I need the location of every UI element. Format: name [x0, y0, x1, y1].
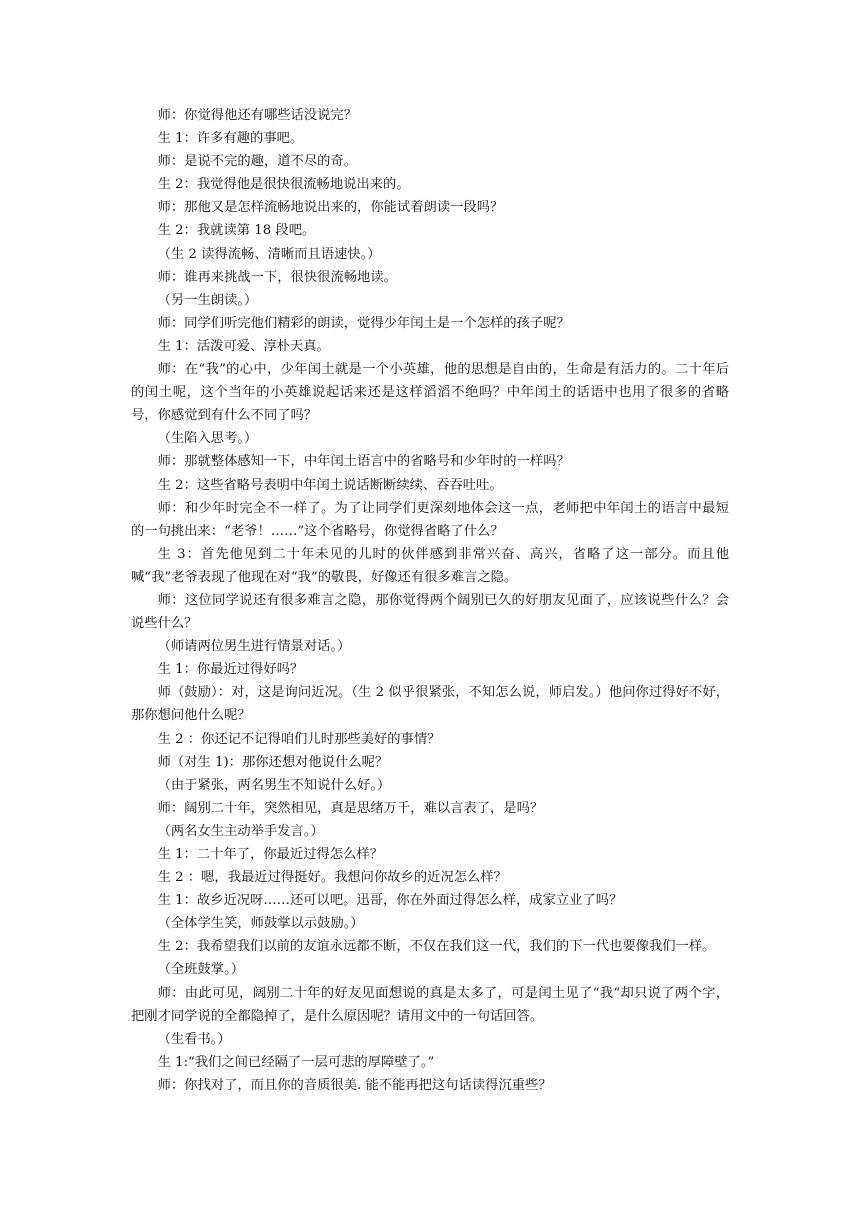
paragraph: 生 2 ：嗯，我最近过得挺好。我想问你故乡的近况怎么样？ — [157, 870, 507, 886]
paragraph: 生 2：我就读第 18 段吧。 — [157, 223, 316, 239]
document-page — [131, 104, 729, 1097]
paragraph: 师（鼓励）：对，这是询问近况。（生 2 似乎很紧张，不知怎么说，师启发。）他问你过得好不好，那你想问他什么呢？ — [131, 685, 729, 724]
paragraph: 师：这位同学说还有很多难言之隐，那你觉得两个阔别已久的好朋友见面了，应该说些什么？会说些什么？ — [131, 592, 729, 632]
paragraph: （全班鼓掌。） — [157, 962, 245, 978]
paragraph: 师：和少年时完全不一样了。为了让同学们更深刻地体会这一点，老师把中年闰土的语言中最短的一句挑出来：“老爷！……”这个省略号，你觉得省略了什么？ — [131, 500, 729, 539]
paragraph: （师请两位男生进行情景对话。） — [157, 639, 351, 655]
paragraph: 师：那他又是怎样流畅地说出来的，你能试着朗读一段吗？ — [157, 200, 504, 216]
paragraph: （由于紧张，两名男生不知说什么好。） — [157, 777, 391, 793]
paragraph: 师：同学们听完他们精彩的朗读，觉得少年闰土是一个怎样的孩子呢？ — [157, 315, 570, 331]
paragraph: 师：在“我”的心中，少年闰土就是一个小英雄，他的思想是自由的，生命是有活力的。二十年后的闰土呢，这个当年的小英雄说起话来还是这样滔滔不绝吗？中年闰土的话语中也用了很多的省略号，你感觉到有什么不同了吗？ — [131, 362, 729, 424]
paragraph: 师：你觉得他还有哪些话没说完？ — [157, 108, 358, 123]
paragraph: 生 2：我觉得他是很快很流畅地说出来的。 — [157, 177, 410, 193]
paragraph: 师：是说不完的趣，道不尽的奇。 — [157, 154, 358, 170]
paragraph: 师：阔别二十年，突然相见，真是思绪万千，难以言表了，是吗？ — [157, 800, 544, 816]
paragraph: 师：由此可见，阔别二十年的好友见面想说的真是太多了，可是闰土见了“我“却只说了两个字，把刚才同学说的全都隐掉了，是什么原因呢？请用文中的一句话回答。 — [131, 985, 729, 1024]
paragraph: 生 2 ：你还记不记得咱们儿时那些美好的事情？ — [157, 731, 441, 747]
paragraph: 生 1：许多有趣的事吧。 — [157, 131, 304, 147]
paragraph: 师：你找对了，而且你的音质很美. 能不能再把这句话读得沉重些？ — [157, 1077, 552, 1093]
paragraph: （生看书。） — [157, 1031, 231, 1047]
paragraph: 生 2：这些省略号表明中年闰土说话断断续续、吞吞吐吐。 — [157, 477, 503, 493]
paragraph: 生 2：我希望我们以前的友谊永远都不断，不仅在我们这一代，我们的下一代也要像我们一样。 — [157, 939, 716, 955]
paragraph: （生 2 读得流畅、清晰而且语速快。） — [157, 246, 381, 262]
paragraph: 生 1：你最近过得好吗？ — [157, 662, 304, 678]
paragraph: （全体学生笑，师鼓掌以示鼓励。） — [157, 916, 364, 932]
paragraph: 师：谁再来挑战一下，很快很流畅地读。 — [157, 269, 397, 285]
paragraph: 师：那就整体感知一下，中年闰土语言中的省略号和少年时的一样吗？ — [157, 454, 570, 470]
paragraph: （生陷入思考。） — [157, 431, 258, 447]
paragraph: 生 1：活泼可爱、淳朴天真。 — [157, 338, 330, 354]
paragraph: 生 1：故乡近况呀……还可以吧。迅哥，你在外面过得怎么样，成家立业了吗？ — [157, 893, 623, 909]
paragraph: 生 1：二十年了，你最近过得怎么样？ — [157, 847, 384, 862]
paragraph: 生 1:“我们之间已经隔了一层可悲的厚障壁了。” — [157, 1054, 435, 1070]
paragraph: （另一生朗读。） — [157, 292, 258, 308]
paragraph: 生 3：首先他见到二十年未见的儿时的伙伴感到非常兴奋、高兴，省略了这一部分。而且他喊“我”老爷表现了他现在对“我”的敬畏，好像还有很多难言之隐。 — [131, 546, 729, 585]
paragraph: （两名女生主动举手发言。） — [157, 823, 324, 839]
paragraph: 师（对生 1)：那你还想对他说什么呢？ — [157, 754, 389, 770]
